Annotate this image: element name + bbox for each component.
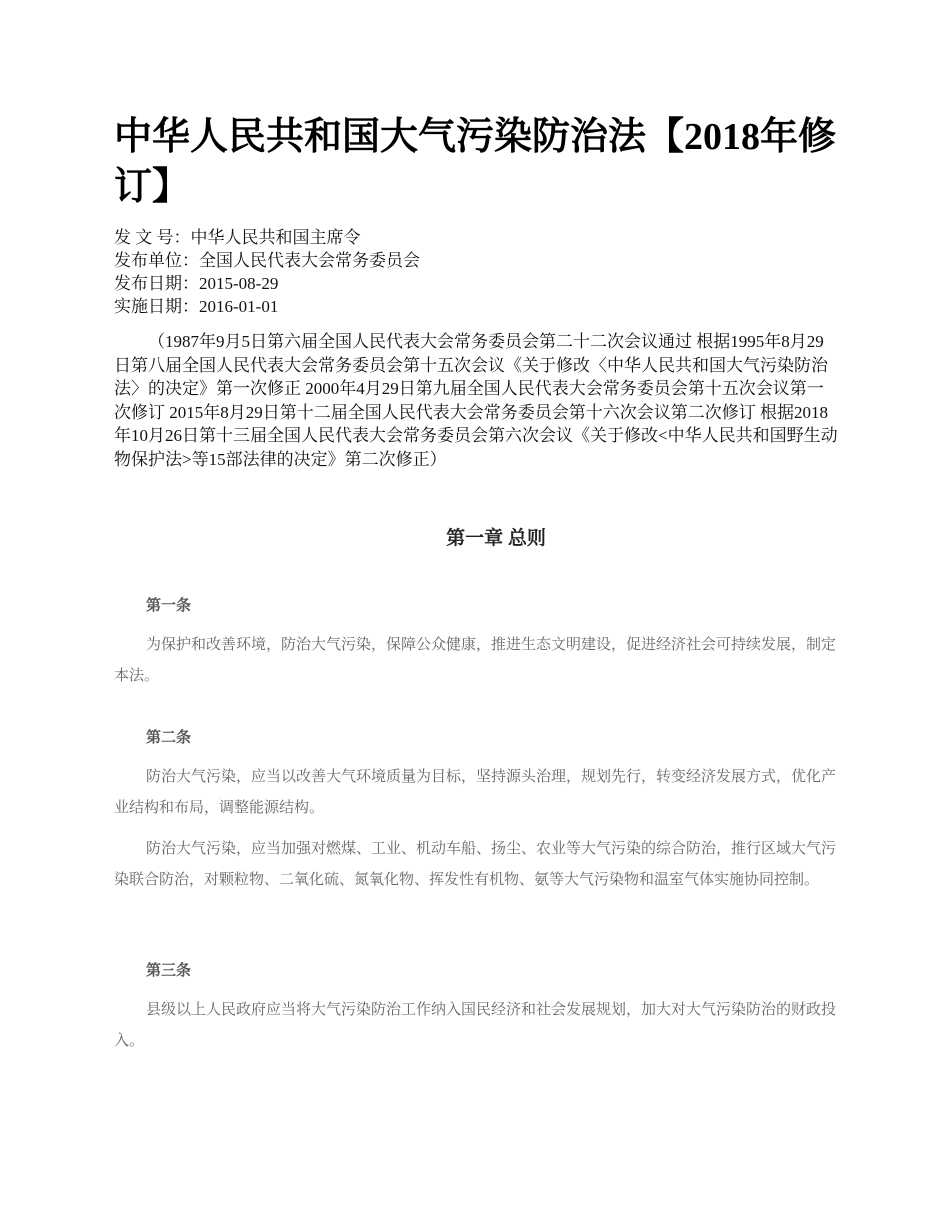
meta-row-issuer	[114, 249, 838, 272]
chapter-heading: 第一章 总则	[446, 528, 546, 549]
meta-label: 实施日期：	[114, 297, 199, 316]
meta-value: 2015-08-29	[199, 274, 279, 293]
meta-label: 发 文 号：	[114, 228, 191, 247]
document-preamble: （1987年9月5日第六届全国人民代表大会常务委员会第二十二次会议通过 根据1995年8月29日第八届全国人民代表大会常务委员会第十五次会议《关于修改〈中华人民共和国大气污染防治法〉的决定》第一次修正 2000年4月29日第九届全国人民代表大会常务委员会第十五次会议第一次修订 2015年8月29日第十二届全国人民代表大会常务委员会第十六次会议第二次修订 根据2018年10月26日第十三届全国人民代表大会常务委员会第六次会议《关于修改<中华人民共和国野生动物保护法>等15部法律的决定》第二次修正）	[114, 332, 838, 469]
meta-row-publish-date	[114, 272, 838, 295]
meta-value: 2016-01-01	[199, 297, 279, 316]
document-meta	[114, 226, 838, 318]
article-2-paragraph-1: 防治大气污染，应当以改善大气环境质量为目标，坚持源头治理，规划先行，转变经济发展方式，优化产业结构和布局，调整能源结构。	[114, 769, 837, 816]
meta-row-effective-date	[114, 295, 838, 318]
meta-label: 发布日期：	[114, 274, 199, 293]
article-1-paragraph-1: 为保护和改善环境，防治大气污染，保障公众健康，推进生态文明建设，促进经济社会可持续发展，制定本法。	[114, 637, 837, 684]
meta-value: 中华人民共和国主席令	[190, 228, 361, 247]
article-heading-2: 第二条	[146, 730, 192, 746]
article-heading-1: 第一条	[146, 598, 192, 614]
article-3-paragraph-1: 县级以上人民政府应当将大气污染防治工作纳入国民经济和社会发展规划，加大对大气污染防治的财政投入。	[114, 1002, 837, 1049]
meta-row-document-number	[114, 226, 838, 249]
article-heading-3: 第三条	[146, 963, 192, 979]
document-title: 中华人民共和国大气污染防治法【2018年修订】	[114, 116, 837, 208]
meta-value: 全国人民代表大会常务委员会	[199, 251, 420, 270]
article-2-paragraph-2: 防治大气污染，应当加强对燃煤、工业、机动车船、扬尘、农业等大气污染的综合防治，推行区域大气污染联合防治，对颗粒物、二氧化硫、氮氧化物、挥发性有机物、氨等大气污染物和温室气体实施协同控制。	[114, 841, 837, 888]
meta-label: 发布单位：	[114, 251, 199, 270]
